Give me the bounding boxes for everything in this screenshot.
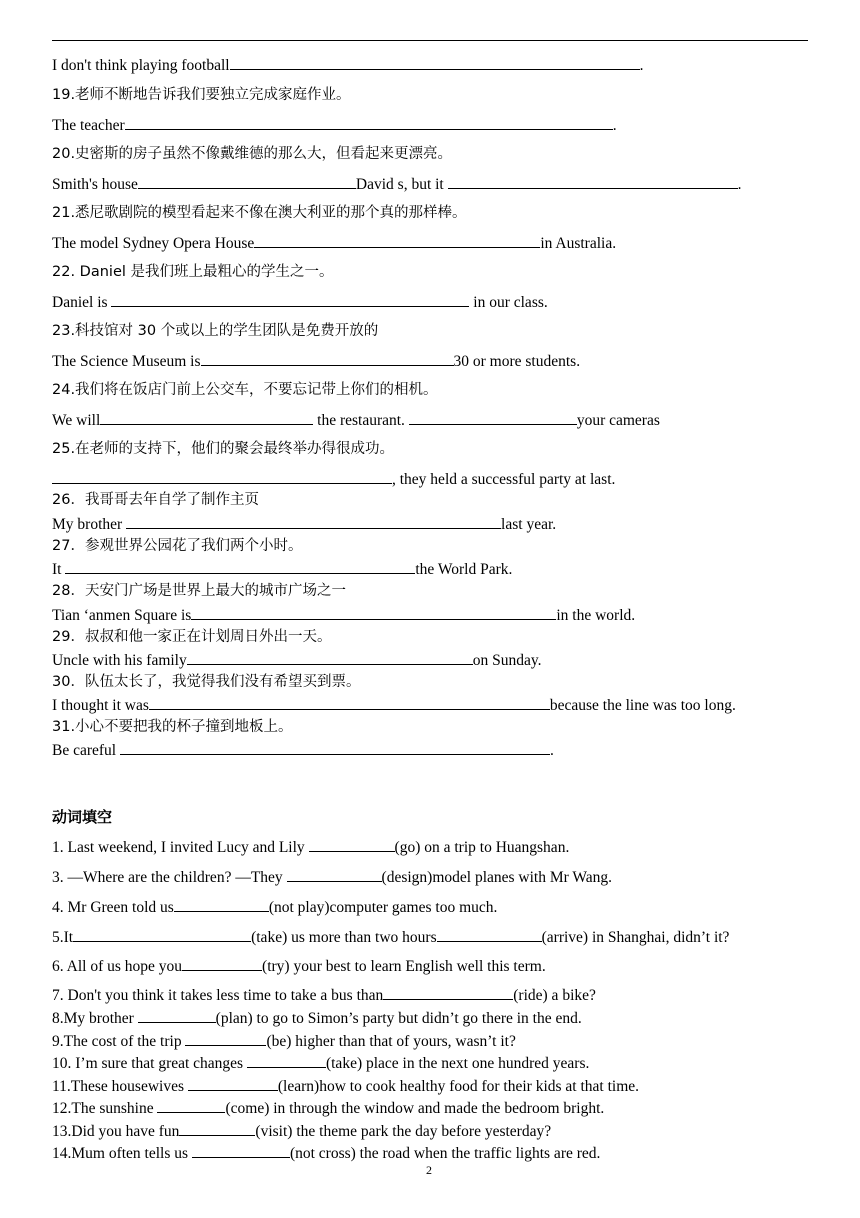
verb-exercise-line xyxy=(52,1031,516,1052)
answer-blank[interactable] xyxy=(230,55,640,70)
verb-exercise-line xyxy=(52,1098,604,1119)
answer-blank[interactable] xyxy=(73,927,251,942)
sentence-text: (design)model planes with Mr Wang. xyxy=(381,869,613,886)
sentence-text: , they held a successful party at last. xyxy=(392,471,616,488)
sentence-text: because the line was too long. xyxy=(549,697,736,714)
sentence-text: 5.It xyxy=(52,929,74,946)
sentence-text: 13.Did you have fun xyxy=(52,1123,180,1140)
sentence-text: . xyxy=(550,742,554,759)
answer-blank[interactable] xyxy=(126,514,501,529)
sentence-text: (not play)computer games too much. xyxy=(268,899,498,916)
english-answer-line xyxy=(52,174,742,195)
english-answer-line xyxy=(52,695,736,716)
verb-exercise-line xyxy=(52,1053,589,1074)
english-answer-line xyxy=(52,410,660,431)
sentence-text: 8.My brother xyxy=(52,1010,138,1027)
verb-exercise-line xyxy=(52,1121,551,1142)
sentence-text: The teacher xyxy=(52,117,125,134)
english-answer-line xyxy=(52,650,542,671)
sentence-text: (ride) a bike? xyxy=(513,987,596,1004)
verb-exercise-line xyxy=(52,1143,600,1164)
verb-exercise-line xyxy=(52,1076,639,1097)
english-answer-line xyxy=(52,115,617,136)
sentence-text: 1. Last weekend, I invited Lucy and Lily xyxy=(52,839,309,856)
answer-blank[interactable] xyxy=(185,1031,266,1046)
sentence-text: The model Sydney Opera House xyxy=(52,235,255,252)
chinese-prompt: 25.在老师的支持下，他们的聚会最终举办得很成功。 xyxy=(52,441,395,457)
sentence-text: (try) your best to learn English well this term. xyxy=(262,958,546,975)
answer-blank[interactable] xyxy=(287,867,382,882)
verb-exercise-line xyxy=(52,897,497,918)
sentence-text: (be) higher than that of yours, wasn’t it? xyxy=(266,1033,516,1050)
english-answer-line xyxy=(52,605,635,626)
verb-exercise-line xyxy=(52,867,612,888)
sentence-text: Be careful xyxy=(52,742,120,759)
sentence-text: . xyxy=(737,176,742,193)
answer-blank[interactable] xyxy=(309,837,395,852)
sentence-text: your cameras xyxy=(576,412,660,429)
sentence-text: in our class. xyxy=(469,294,548,311)
answer-blank[interactable] xyxy=(157,1098,225,1113)
answer-blank[interactable] xyxy=(448,174,738,189)
english-answer-line xyxy=(52,233,616,254)
sentence-text: in Australia. xyxy=(540,235,617,252)
english-answer-line xyxy=(52,740,554,761)
sentence-text: The Science Museum is xyxy=(52,353,201,370)
answer-blank[interactable] xyxy=(179,1121,255,1136)
answer-blank[interactable] xyxy=(201,351,454,366)
chinese-prompt: 31.小心不要把我的杯子撞到地板上。 xyxy=(52,719,293,735)
sentence-text: (go) on a trip to Huangshan. xyxy=(394,839,570,856)
sentence-text: . xyxy=(639,57,644,74)
sentence-text: the restaurant. xyxy=(313,412,409,429)
answer-blank[interactable] xyxy=(120,740,550,755)
sentence-text: I thought it was xyxy=(52,697,149,714)
answer-blank[interactable] xyxy=(125,115,613,130)
chinese-prompt: 19.老师不断地告诉我们要独立完成家庭作业。 xyxy=(52,87,351,103)
chinese-prompt: 23.科技馆对 30 个或以上的学生团队是免费开放的 xyxy=(52,323,379,339)
page-number: 2 xyxy=(426,1163,432,1177)
answer-blank[interactable] xyxy=(138,174,356,189)
sentence-text: (not cross) the road when the traffic lights are red. xyxy=(289,1145,601,1162)
sentence-text: 14.Mum often tells us xyxy=(52,1145,192,1162)
sentence-text: 4. Mr Green told us xyxy=(52,899,174,916)
verb-exercise-line xyxy=(52,837,569,858)
answer-blank[interactable] xyxy=(191,605,556,620)
verb-exercise-line xyxy=(52,985,596,1006)
answer-blank[interactable] xyxy=(383,985,513,1000)
answer-blank[interactable] xyxy=(187,650,473,665)
sentence-text: 6. All of us hope you xyxy=(52,958,183,975)
chinese-prompt: 27．参观世界公园花了我们两个小时。 xyxy=(52,538,303,554)
chinese-prompt: 24.我们将在饭店门前上公交车，不要忘记带上你们的相机。 xyxy=(52,382,438,398)
sentence-text: (take) place in the next one hundred years. xyxy=(325,1055,590,1072)
sentence-text: (plan) to go to Simon’s party but didn’t go there in the end. xyxy=(215,1010,582,1027)
sentence-text: 30 or more students. xyxy=(453,353,581,370)
sentence-text: Uncle with his family xyxy=(52,652,187,669)
answer-blank[interactable] xyxy=(174,897,269,912)
sentence-text: (learn)how to cook healthy food for their kids at that time. xyxy=(277,1078,640,1095)
verb-exercise-line xyxy=(52,956,546,977)
answer-blank[interactable] xyxy=(100,410,313,425)
answer-blank[interactable] xyxy=(111,292,469,307)
verb-exercise-line xyxy=(52,927,729,948)
sentence-text: (come) in through the window and made the bedroom bright. xyxy=(225,1100,605,1117)
chinese-prompt: 29．叔叔和他一家正在计划周日外出一天。 xyxy=(52,629,332,645)
verb-exercise-line xyxy=(52,1008,582,1029)
answer-blank[interactable] xyxy=(437,927,542,942)
sentence-text: in the world. xyxy=(556,607,636,624)
chinese-prompt: 30．队伍太长了，我觉得我们没有希望买到票。 xyxy=(52,674,361,690)
sentence-text: last year. xyxy=(501,516,557,533)
english-answer-line xyxy=(52,514,556,535)
english-answer-line xyxy=(52,351,580,372)
answer-blank[interactable] xyxy=(192,1143,290,1158)
answer-blank[interactable] xyxy=(65,559,415,574)
english-answer-line xyxy=(52,55,643,76)
answer-blank[interactable] xyxy=(254,233,540,248)
sentence-text: Tian ‘anmen Square is xyxy=(52,607,192,624)
answer-blank[interactable] xyxy=(149,695,550,710)
chinese-prompt: 28．天安门广场是世界上最大的城市广场之一 xyxy=(52,583,346,599)
sentence-text: David s, but it xyxy=(355,176,448,193)
sentence-text: My brother xyxy=(52,516,127,533)
verb-section-heading: 动词填空 xyxy=(52,808,113,826)
answer-blank[interactable] xyxy=(52,469,392,484)
answer-blank[interactable] xyxy=(188,1076,278,1091)
chinese-prompt: 22. Daniel 是我们班上最粗心的学生之一。 xyxy=(52,264,334,280)
sentence-text: Smith's house xyxy=(52,176,138,193)
sentence-text: . xyxy=(612,117,617,134)
chinese-prompt: 26．我哥哥去年自学了制作主页 xyxy=(52,492,259,508)
sentence-text: 7. Don't you think it takes less time to take a bus than xyxy=(52,987,384,1004)
english-answer-line xyxy=(52,292,548,313)
sentence-text: 3. —Where are the children? —They xyxy=(52,869,287,886)
sentence-text: I don't think playing football xyxy=(52,57,230,74)
sentence-text: (take) us more than two hours xyxy=(251,929,437,946)
english-answer-line xyxy=(52,469,615,490)
sentence-text: (arrive) in Shanghai, didn’t it? xyxy=(541,929,730,946)
answer-blank[interactable] xyxy=(138,1008,216,1023)
sentence-text: 12.The sunshine xyxy=(52,1100,158,1117)
sentence-text: We will xyxy=(52,412,101,429)
top-rule xyxy=(52,40,808,41)
sentence-text: the World Park. xyxy=(415,561,513,578)
sentence-text: 11.These housewives xyxy=(52,1078,188,1095)
answer-blank[interactable] xyxy=(247,1053,326,1068)
chinese-prompt: 21.悉尼歌剧院的模型看起来不像在澳大利亚的那个真的那样棒。 xyxy=(52,205,467,221)
answer-blank[interactable] xyxy=(409,410,577,425)
english-answer-line xyxy=(52,559,512,580)
sentence-text: It xyxy=(52,561,66,578)
sentence-text: 9.The cost of the trip xyxy=(52,1033,186,1050)
sentence-text: on Sunday. xyxy=(472,652,542,669)
sentence-text: 10. I’m sure that great changes xyxy=(52,1055,247,1072)
chinese-prompt: 20.史密斯的房子虽然不像戴维德的那么大，但看起来更漂亮。 xyxy=(52,146,453,162)
sentence-text: Daniel is xyxy=(52,294,112,311)
sentence-text: (visit) the theme park the day before yesterday? xyxy=(255,1123,552,1140)
answer-blank[interactable] xyxy=(182,956,262,971)
